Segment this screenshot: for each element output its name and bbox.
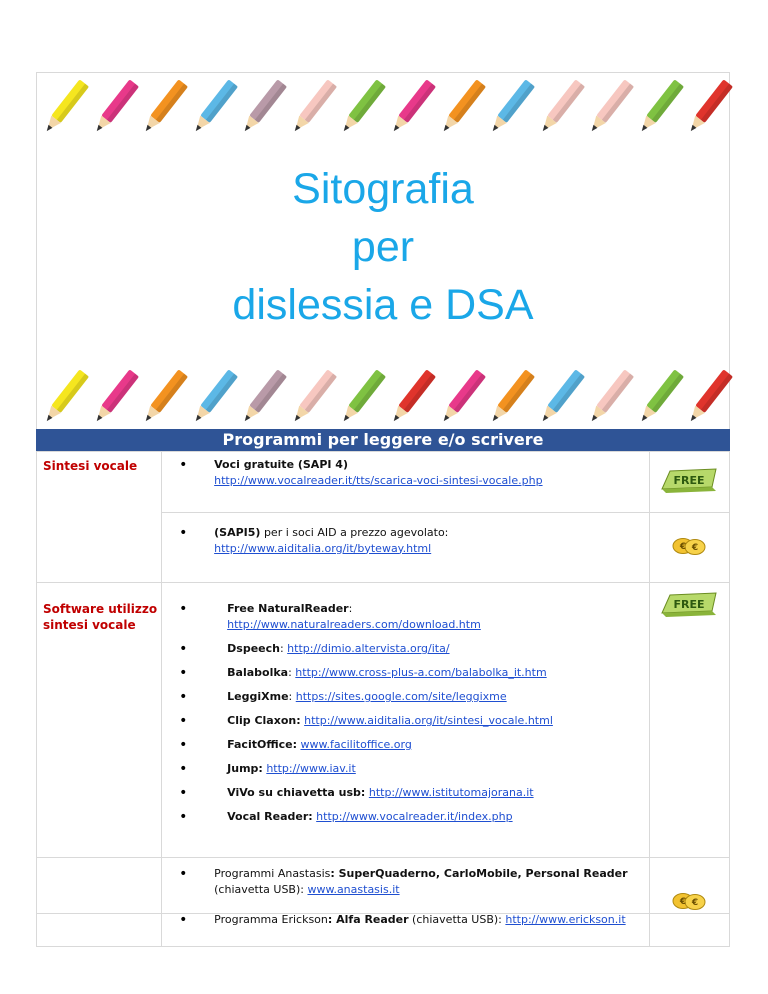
link-vocal-reader[interactable]: http://www.vocalreader.it/index.php <box>316 810 513 823</box>
pencil-icon <box>583 76 635 142</box>
list-item: • (SAPI5) per i soci AID a prezzo agevolato: http://www.aiditalia.org/it/byteway.html <box>162 525 649 557</box>
pencil-icon <box>633 366 685 432</box>
title-line-3: dislessia e DSA <box>232 281 534 329</box>
free-tag-icon <box>660 591 718 617</box>
link-naturalreader[interactable]: http://www.naturalreaders.com/download.htm <box>227 618 481 631</box>
link-dspeech[interactable]: http://dimio.altervista.org/ita/ <box>287 642 450 655</box>
pencil-icon <box>435 76 487 142</box>
list-item: • Clip Claxon: http://www.aiditalia.org/it/sintesi_vocale.html <box>162 713 649 729</box>
pencil-icon <box>38 76 90 142</box>
table-row <box>37 858 730 947</box>
pencil-icon <box>583 366 635 432</box>
euro-coins-icon <box>671 537 707 555</box>
pencil-icon <box>335 76 387 142</box>
pencil-icon <box>682 76 734 142</box>
pencil-icon <box>385 76 437 142</box>
pencil-icon <box>385 366 437 432</box>
list-item: • Voci gratuite (SAPI 4) http://www.vocalreader.it/tts/scarica-voci-sintesi-vocale.php <box>162 457 649 489</box>
svg-text:€: € <box>680 541 687 552</box>
pencil-border-top <box>36 76 730 146</box>
list-item: • Programmi Anastasis: SuperQuaderno, CarloMobile, Personal Reader (chiavetta USB): www.anastasis.it <box>162 866 649 898</box>
link-jump[interactable]: http://www.iav.it <box>266 762 356 775</box>
list-item: • Programma Erickson: Alfa Reader (chiavetta USB): http://www.erickson.it <box>162 912 649 928</box>
link-clip-claxon[interactable]: http://www.aiditalia.org/it/sintesi_vocale.html <box>304 714 553 727</box>
pencil-icon <box>88 76 140 142</box>
list-item: • FacitOffice: www.facilitoffice.org <box>162 737 649 753</box>
badge-cell <box>649 858 729 947</box>
link-aid-byteway[interactable]: http://www.aiditalia.org/it/byteway.html <box>214 541 432 555</box>
category-software: Software utilizzo sintesi vocale <box>37 583 162 858</box>
badge-cell <box>649 452 729 513</box>
euro-coins-badge <box>671 892 707 910</box>
pencil-icon <box>187 366 239 432</box>
pencil-icon <box>88 366 140 432</box>
list-item: • Vocal Reader: http://www.vocalreader.it/index.php <box>162 809 649 825</box>
badge-cell <box>649 512 729 582</box>
free-badge <box>660 467 718 493</box>
euro-coins-badge <box>671 537 707 555</box>
link-vocalreader-voci[interactable]: http://www.vocalreader.it/tts/scarica-voci-sintesi-vocale.php <box>214 474 543 487</box>
svg-text:FREE: FREE <box>673 474 705 488</box>
pencil-icon <box>137 366 189 432</box>
pencil-icon <box>335 366 387 432</box>
table-row <box>37 583 730 858</box>
pencil-icon <box>187 76 239 142</box>
pencil-icon <box>236 76 288 142</box>
free-tag-icon <box>660 467 718 493</box>
link-erickson[interactable]: http://www.erickson.it <box>505 913 626 926</box>
pencil-icon <box>286 76 338 142</box>
item-cell <box>162 858 650 947</box>
pencil-icon <box>38 366 90 432</box>
pencil-icon <box>137 76 189 142</box>
list-item: • ViVo su chiavetta usb: http://www.istitutomajorana.it <box>162 785 649 801</box>
euro-coins-icon <box>671 892 707 910</box>
link-balabolka[interactable]: http://www.cross-plus-a.com/balabolka_it.htm <box>295 666 547 679</box>
pencil-icon <box>286 366 338 432</box>
item-cell <box>162 452 650 513</box>
page-title <box>36 160 730 334</box>
pencil-icon <box>682 366 734 432</box>
table-row <box>37 452 730 513</box>
list-item: • Free NaturalReader: http://www.naturalreaders.com/download.htm <box>162 601 649 633</box>
pencil-icon <box>534 366 586 432</box>
link-anastasis[interactable]: www.anastasis.it <box>307 883 400 896</box>
svg-text:€: € <box>692 542 699 553</box>
item-cell <box>162 512 650 582</box>
pencil-icon <box>236 366 288 432</box>
pencil-border-bottom <box>36 366 730 436</box>
list-item: • Jump: http://www.iav.it <box>162 761 649 777</box>
title-line-2: per <box>351 223 415 271</box>
item-cell <box>162 583 650 858</box>
pencil-icon <box>633 76 685 142</box>
section-header: Programmi per leggere e/o scrivere <box>36 429 730 451</box>
title-line-1: Sitografia <box>292 165 474 213</box>
category-sintesi-vocale: Sintesi vocale <box>37 452 162 583</box>
svg-text:FREE: FREE <box>673 598 705 611</box>
programs-table <box>36 451 730 947</box>
pencil-icon <box>435 366 487 432</box>
link-facilitoffice[interactable]: www.facilitoffice.org <box>300 738 412 751</box>
badge-cell <box>649 583 729 858</box>
link-leggixme[interactable]: https://sites.google.com/site/leggixme <box>295 690 507 703</box>
svg-text:€: € <box>680 896 687 907</box>
category-empty <box>37 858 162 947</box>
pencil-icon <box>534 76 586 142</box>
link-vivo[interactable]: http://www.istitutomajorana.it <box>368 786 534 799</box>
free-badge <box>660 591 718 617</box>
pencil-icon <box>484 366 536 432</box>
pencil-icon <box>484 76 536 142</box>
list-item: • Dspeech: http://dimio.altervista.org/ita/ <box>162 641 649 657</box>
list-item: • Balabolka: http://www.cross-plus-a.com/balabolka_it.htm <box>162 665 649 681</box>
svg-text:€: € <box>692 897 699 908</box>
list-item: • LeggiXme: https://sites.google.com/site/leggixme <box>162 689 649 705</box>
